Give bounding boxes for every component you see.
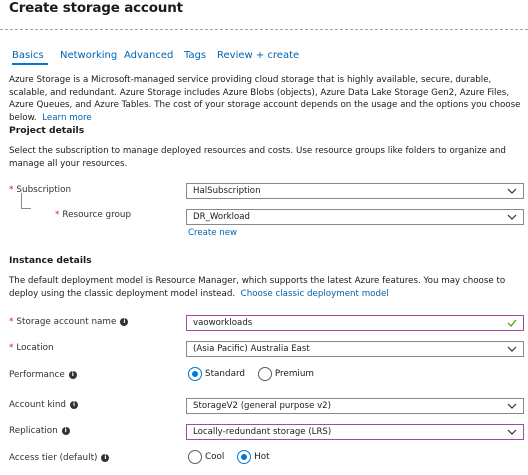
subscription-value: HalSubscription <box>193 186 261 196</box>
performance-premium-radio[interactable] <box>258 367 324 381</box>
instance-description <box>9 275 521 300</box>
account-kind-label <box>9 400 78 410</box>
storage-account-name-input[interactable] <box>186 315 524 331</box>
replication-label <box>9 426 70 436</box>
chevron-down-icon <box>507 402 517 410</box>
access-tier-hot-radio[interactable] <box>237 450 279 464</box>
active-tab-indicator <box>12 63 48 65</box>
project-details-heading: Project details <box>9 125 85 136</box>
subscription-label <box>9 185 71 195</box>
performance-label <box>9 370 77 380</box>
access-tier-label <box>9 453 109 463</box>
tab-review-create[interactable]: Review + create <box>217 50 300 61</box>
info-icon[interactable]: i <box>120 318 128 326</box>
resource-group-label <box>55 210 131 220</box>
chevron-down-icon <box>507 187 517 195</box>
subscription-dropdown[interactable] <box>186 183 524 199</box>
instance-details-heading: Instance details <box>9 255 92 266</box>
radio-label: Cool <box>205 452 225 462</box>
required-marker: * <box>9 343 14 353</box>
replication-value: Locally-redundant storage (LRS) <box>193 427 332 437</box>
classic-deployment-link[interactable]: Choose classic deployment model <box>240 288 389 299</box>
account-kind-value: StorageV2 (general purpose v2) <box>193 401 331 411</box>
storage-account-name-label <box>9 317 128 327</box>
resource-group-dropdown[interactable] <box>186 209 524 225</box>
location-dropdown[interactable] <box>186 341 524 357</box>
radio-label: Premium <box>274 369 314 379</box>
storage-account-name-value: vaoworkloads <box>193 318 253 328</box>
radio-circle[interactable] <box>188 450 202 464</box>
replication-label-text: Replication <box>9 426 58 436</box>
resource-group-value: DR_Workload <box>193 212 251 222</box>
project-description: Select the subscription to manage deployed resources and costs. Use resource groups like folders to organize and manage all your resources. <box>9 146 506 169</box>
performance-label-text: Performance <box>9 370 65 380</box>
info-icon[interactable]: i <box>101 454 109 462</box>
subscription-label-text: Subscription <box>16 185 72 195</box>
resource-group-label-text: Resource group <box>62 210 132 220</box>
intro-text: Azure Storage is a Microsoft-managed service providing cloud storage that is highly available, secure, durable, scalable, and redundant. Azure Storage includes Azure Blobs (objects), Azure Data Lake Storage Gen2, Azure Files, Azure Queues, and Azure Tables. The cost of your storage account depends on the usage and the options you choose below. <box>9 75 521 123</box>
account-kind-label-text: Account kind <box>9 400 67 410</box>
chevron-down-icon <box>507 428 517 436</box>
access-tier-radio-group <box>188 450 280 464</box>
title-divider <box>0 29 528 30</box>
location-label-text: Location <box>16 343 54 353</box>
tree-connector <box>21 193 31 209</box>
required-marker: * <box>55 210 60 220</box>
intro-paragraph <box>9 74 521 124</box>
chevron-down-icon <box>507 213 517 221</box>
performance-standard-radio[interactable] <box>188 367 255 381</box>
radio-circle[interactable] <box>237 450 251 464</box>
replication-dropdown[interactable] <box>186 424 524 440</box>
create-new-link[interactable]: Create new <box>188 228 238 238</box>
tab-tags[interactable]: Tags <box>184 50 207 61</box>
required-marker: * <box>9 317 14 327</box>
access-tier-cool-radio[interactable] <box>188 450 234 464</box>
tab-advanced[interactable]: Advanced <box>124 50 174 61</box>
learn-more-link[interactable]: Learn more <box>42 112 92 123</box>
checkmark-icon <box>507 319 517 327</box>
radio-label: Hot <box>254 452 270 462</box>
info-icon[interactable]: i <box>62 427 70 435</box>
performance-radio-group <box>188 367 324 381</box>
tab-networking[interactable]: Networking <box>60 50 118 61</box>
radio-label: Standard <box>205 369 246 379</box>
required-marker: * <box>9 185 14 195</box>
info-icon[interactable]: i <box>69 371 77 379</box>
access-tier-label-text: Access tier (default) <box>9 453 98 463</box>
radio-circle[interactable] <box>258 367 272 381</box>
location-value: (Asia Pacific) Australia East <box>193 344 310 354</box>
info-icon[interactable]: i <box>70 401 78 409</box>
tab-basics[interactable]: Basics <box>12 50 44 61</box>
radio-circle[interactable] <box>188 367 202 381</box>
page-title: Create storage account <box>9 0 183 16</box>
chevron-down-icon <box>507 345 517 353</box>
storage-account-name-label-text: Storage account name <box>16 317 117 327</box>
instance-description-text: The default deployment model is Resource Manager, which supports the latest Azure features. You may choose to deploy using the classic deployment model instead. <box>9 276 506 299</box>
location-label <box>9 343 54 353</box>
account-kind-dropdown[interactable] <box>186 398 524 414</box>
